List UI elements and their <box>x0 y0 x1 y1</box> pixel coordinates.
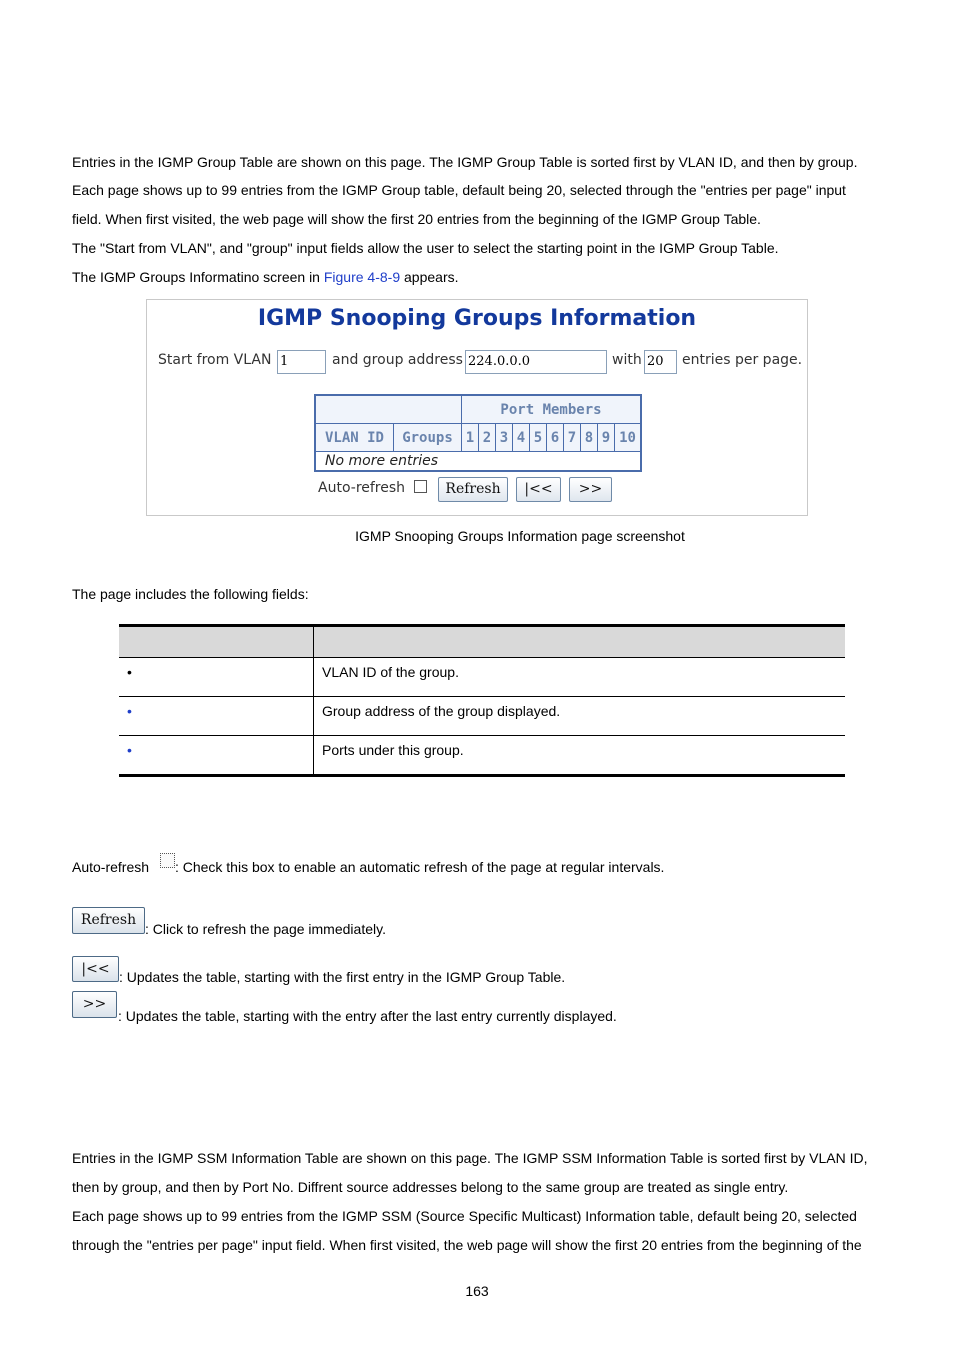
intro-line-1: Entries in the IGMP Group Table are shown on this page. The IGMP Group Table is sorted first by VLAN ID, and then by group. <box>72 154 858 170</box>
fields-table-divider <box>119 657 845 658</box>
intro-line-3: field. When first visited, the web page will show the first 20 entries from the beginning of the IGMP Group Table. <box>72 211 761 227</box>
row-bullet: • <box>127 703 132 719</box>
ssm-line-1: Entries in the IGMP SSM Information Table are shown on this page. The IGMP SSM Information Table is sorted first by VLAN ID, <box>72 1150 868 1166</box>
row-bullet: • <box>127 742 132 758</box>
vlan-id-header: VLAN ID <box>316 424 394 452</box>
groups-header: Groups <box>394 424 462 452</box>
port-7-header: 7 <box>564 424 581 452</box>
intro-line-2: Each page shows up to 99 entries from the IGMP Group table, default being 20, selected through the "entries per page" input <box>72 182 846 198</box>
screenshot-title: IGMP Snooping Groups Information <box>257 306 697 331</box>
next-page-button-icon: >> <box>72 991 117 1018</box>
group-address-label: and group address <box>332 352 463 368</box>
figure-caption: IGMP Snooping Groups Information page screenshot <box>355 528 685 544</box>
with-label: with <box>612 352 642 368</box>
entries-per-page-label: entries per page. <box>682 352 803 368</box>
port-10-header: 10 <box>615 424 640 452</box>
row-description: Group address of the group displayed. <box>322 703 561 719</box>
start-vlan-input[interactable]: 1 <box>277 350 326 374</box>
igmp-groups-table <box>314 394 642 472</box>
auto-refresh-checkbox[interactable] <box>414 480 427 493</box>
auto-refresh-help-label: Auto-refresh <box>72 859 150 875</box>
figure-reference-prefix: The IGMP Groups Informatino screen in <box>72 269 324 285</box>
no-more-entries: No more entries <box>325 453 439 469</box>
fields-table-header <box>119 627 845 657</box>
first-page-help-desc: : Updates the table, starting with the first entry in the IGMP Group Table. <box>119 969 566 985</box>
table-header-blank <box>316 396 462 424</box>
row-description: Ports under this group. <box>322 742 464 758</box>
start-from-vlan-label: Start from VLAN <box>158 352 272 368</box>
row-bullet: • <box>127 664 132 680</box>
ssm-line-3: Each page shows up to 99 entries from the IGMP SSM (Source Specific Multicast) Information table, default being 20, selected <box>72 1208 857 1224</box>
ssm-line-2: then by group, and then by Port No. Diffrent source addresses belong to the same group are treated as single entry. <box>72 1179 789 1195</box>
fields-table-divider <box>119 696 845 697</box>
entries-per-page-input[interactable]: 20 <box>644 350 677 374</box>
fields-table-bottom-border <box>119 774 845 777</box>
intro-line-4: The "Start from VLAN", and "group" input fields allow the user to select the starting point in the IGMP Group Table. <box>72 240 779 256</box>
figure-reference-suffix: appears. <box>400 269 459 285</box>
refresh-button[interactable]: Refresh <box>438 477 508 502</box>
port-4-header: 4 <box>513 424 530 452</box>
igmp-groups-screenshot <box>146 299 808 516</box>
port-8-header: 8 <box>581 424 598 452</box>
group-address-input[interactable]: 224.0.0.0 <box>465 350 607 374</box>
figure-reference <box>72 268 459 286</box>
page-number: 163 <box>465 1283 489 1299</box>
auto-refresh-checkbox-icon <box>160 853 175 868</box>
auto-refresh-help-desc: : Check this box to enable an automatic refresh of the page at regular intervals. <box>174 859 665 875</box>
port-5-header: 5 <box>530 424 547 452</box>
port-6-header: 6 <box>547 424 564 452</box>
next-page-help-desc: : Updates the table, starting with the entry after the last entry currently displayed. <box>118 1008 617 1024</box>
refresh-help-desc: : Click to refresh the page immediately. <box>145 921 386 937</box>
ssm-line-4: through the "entries per page" input field. When first visited, the web page will show the first 20 entries from the beginning of the <box>72 1237 862 1253</box>
fields-table-divider <box>119 735 845 736</box>
next-page-button[interactable]: >> <box>569 477 612 502</box>
row-description: VLAN ID of the group. <box>322 664 459 680</box>
port-2-header: 2 <box>479 424 496 452</box>
figure-link[interactable]: Figure 4-8-9 <box>323 269 401 285</box>
first-page-button-icon: |<< <box>72 956 119 982</box>
auto-refresh-label: Auto-refresh <box>318 480 406 496</box>
fields-intro: The page includes the following fields: <box>72 586 309 602</box>
first-page-button[interactable]: |<< <box>516 477 561 502</box>
port-9-header: 9 <box>598 424 615 452</box>
port-1-header: 1 <box>462 424 479 452</box>
port-members-header: Port Members <box>462 396 640 424</box>
fields-table-column-divider <box>313 627 314 775</box>
port-3-header: 3 <box>496 424 513 452</box>
refresh-button-icon: Refresh <box>72 907 145 934</box>
